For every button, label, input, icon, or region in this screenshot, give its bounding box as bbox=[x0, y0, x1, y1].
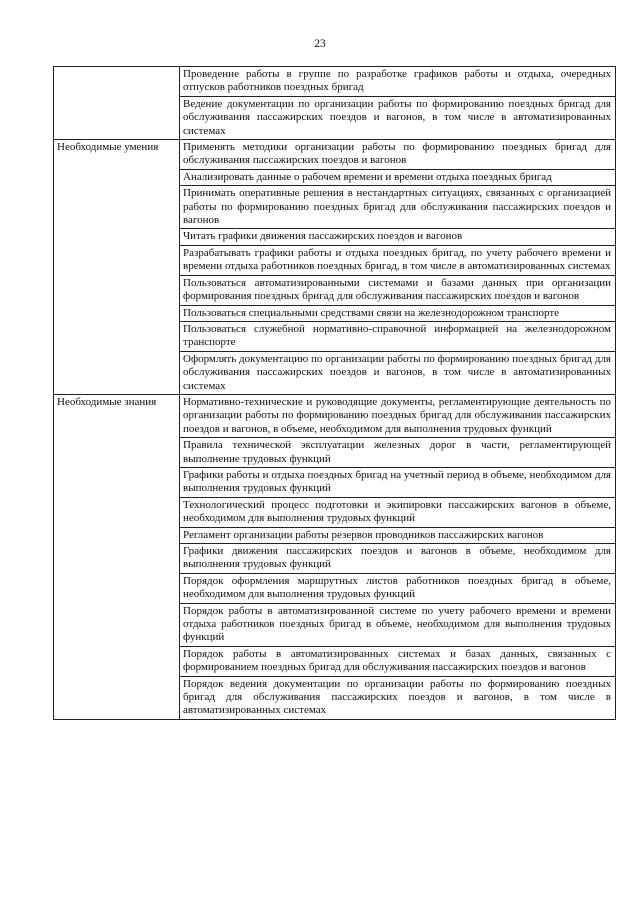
knowledge-section-item: Правила технической эксплуатации железных дорог в части, регламентирующей выполнение трудовых функций bbox=[180, 438, 616, 468]
knowledge-section-item: Графики движения пассажирских поездов и вагонов в объеме, необходимом для выполнения трудовых функций bbox=[180, 544, 616, 574]
knowledge-section-item: Технологический процесс подготовки и экипировки пассажирских вагонов в объеме, необходимом для выполнения трудовых функций bbox=[180, 497, 616, 527]
skills-section-item: Разрабатывать графики работы и отдыха поездных бригад, по учету рабочего времени и времени отдыха работников поездных бригад, в том числе в автоматизированных системах bbox=[180, 245, 616, 275]
knowledge-section-item: Регламент организации работы резервов проводников пассажирских вагонов bbox=[180, 527, 616, 543]
knowledge-section-item: Порядок ведения документации по организации работы по формированию поездных бригад для обслуживания пассажирских поездов и вагонов, в том числе в автоматизированных системах bbox=[180, 676, 616, 719]
requirements-table bbox=[53, 66, 616, 720]
preceding-section-label bbox=[54, 67, 180, 140]
table-row bbox=[54, 67, 616, 97]
page-number: 23 bbox=[314, 38, 326, 50]
skills-section-item: Пользоваться служебной нормативно-справочной информацией на железнодорожном транспорте bbox=[180, 321, 616, 351]
knowledge-section-label: Необходимые знания bbox=[54, 394, 180, 719]
table-row bbox=[54, 140, 616, 170]
skills-section-item: Читать графики движения пассажирских поездов и вагонов bbox=[180, 229, 616, 245]
skills-section-item: Применять методики организации работы по формированию поездных бригад для обслуживания пассажирских поездов и вагонов bbox=[180, 140, 616, 170]
knowledge-section-item: Порядок работы в автоматизированных системах и базах данных, связанных с формированием поездных бригад для обслуживания пассажирских поездов и вагонов bbox=[180, 646, 616, 676]
skills-section-item: Пользоваться специальными средствами связи на железнодорожном транспорте bbox=[180, 305, 616, 321]
preceding-section-item: Проведение работы в группе по разработке графиков работы и отдыха, очередных отпусков работников поездных бригад bbox=[180, 67, 616, 97]
requirements-table-body bbox=[54, 67, 616, 720]
skills-section-label: Необходимые умения bbox=[54, 140, 180, 395]
knowledge-section-item: Графики работы и отдыха поездных бригад на учетный период в объеме, необходимом для выполнения трудовых функций bbox=[180, 467, 616, 497]
knowledge-section-item: Нормативно-технические и руководящие документы, регламентирующие деятельность по организации работы по формированию поездных бригад для обслуживания пассажирских поездов и вагонов, в объеме, необходимом для выполнения трудовых функций bbox=[180, 394, 616, 437]
knowledge-section-item: Порядок работы в автоматизированной системе по учету рабочего времени и времени отдыха работников поездных бригад в объеме, необходимом для выполнения трудовых функций bbox=[180, 603, 616, 646]
knowledge-section-item: Порядок оформления маршрутных листов работников поездных бригад в объеме, необходимом для выполнения трудовых функций bbox=[180, 573, 616, 603]
skills-section-item: Оформлять документацию по организации работы по формированию поездных бригад для обслуживания пассажирских поездов и вагонов, в том числе в автоматизированных системах bbox=[180, 351, 616, 394]
skills-section-item: Анализировать данные о рабочем времени и времени отдыха поездных бригад bbox=[180, 169, 616, 185]
skills-section-item: Принимать оперативные решения в нестандартных ситуациях, связанных с организацией работы по формированию поездных бригад для обслуживания пассажирских поездов и вагонов bbox=[180, 186, 616, 229]
table-row bbox=[54, 394, 616, 437]
skills-section-item: Пользоваться автоматизированными системами и базами данных при организации формирования поездных бригад для обслуживания пассажирских поездов и вагонов bbox=[180, 275, 616, 305]
preceding-section-item: Ведение документации по организации работы по формированию поездных бригад для обслуживания пассажирских поездов и вагонов, в том числе в автоматизированных системах bbox=[180, 96, 616, 139]
